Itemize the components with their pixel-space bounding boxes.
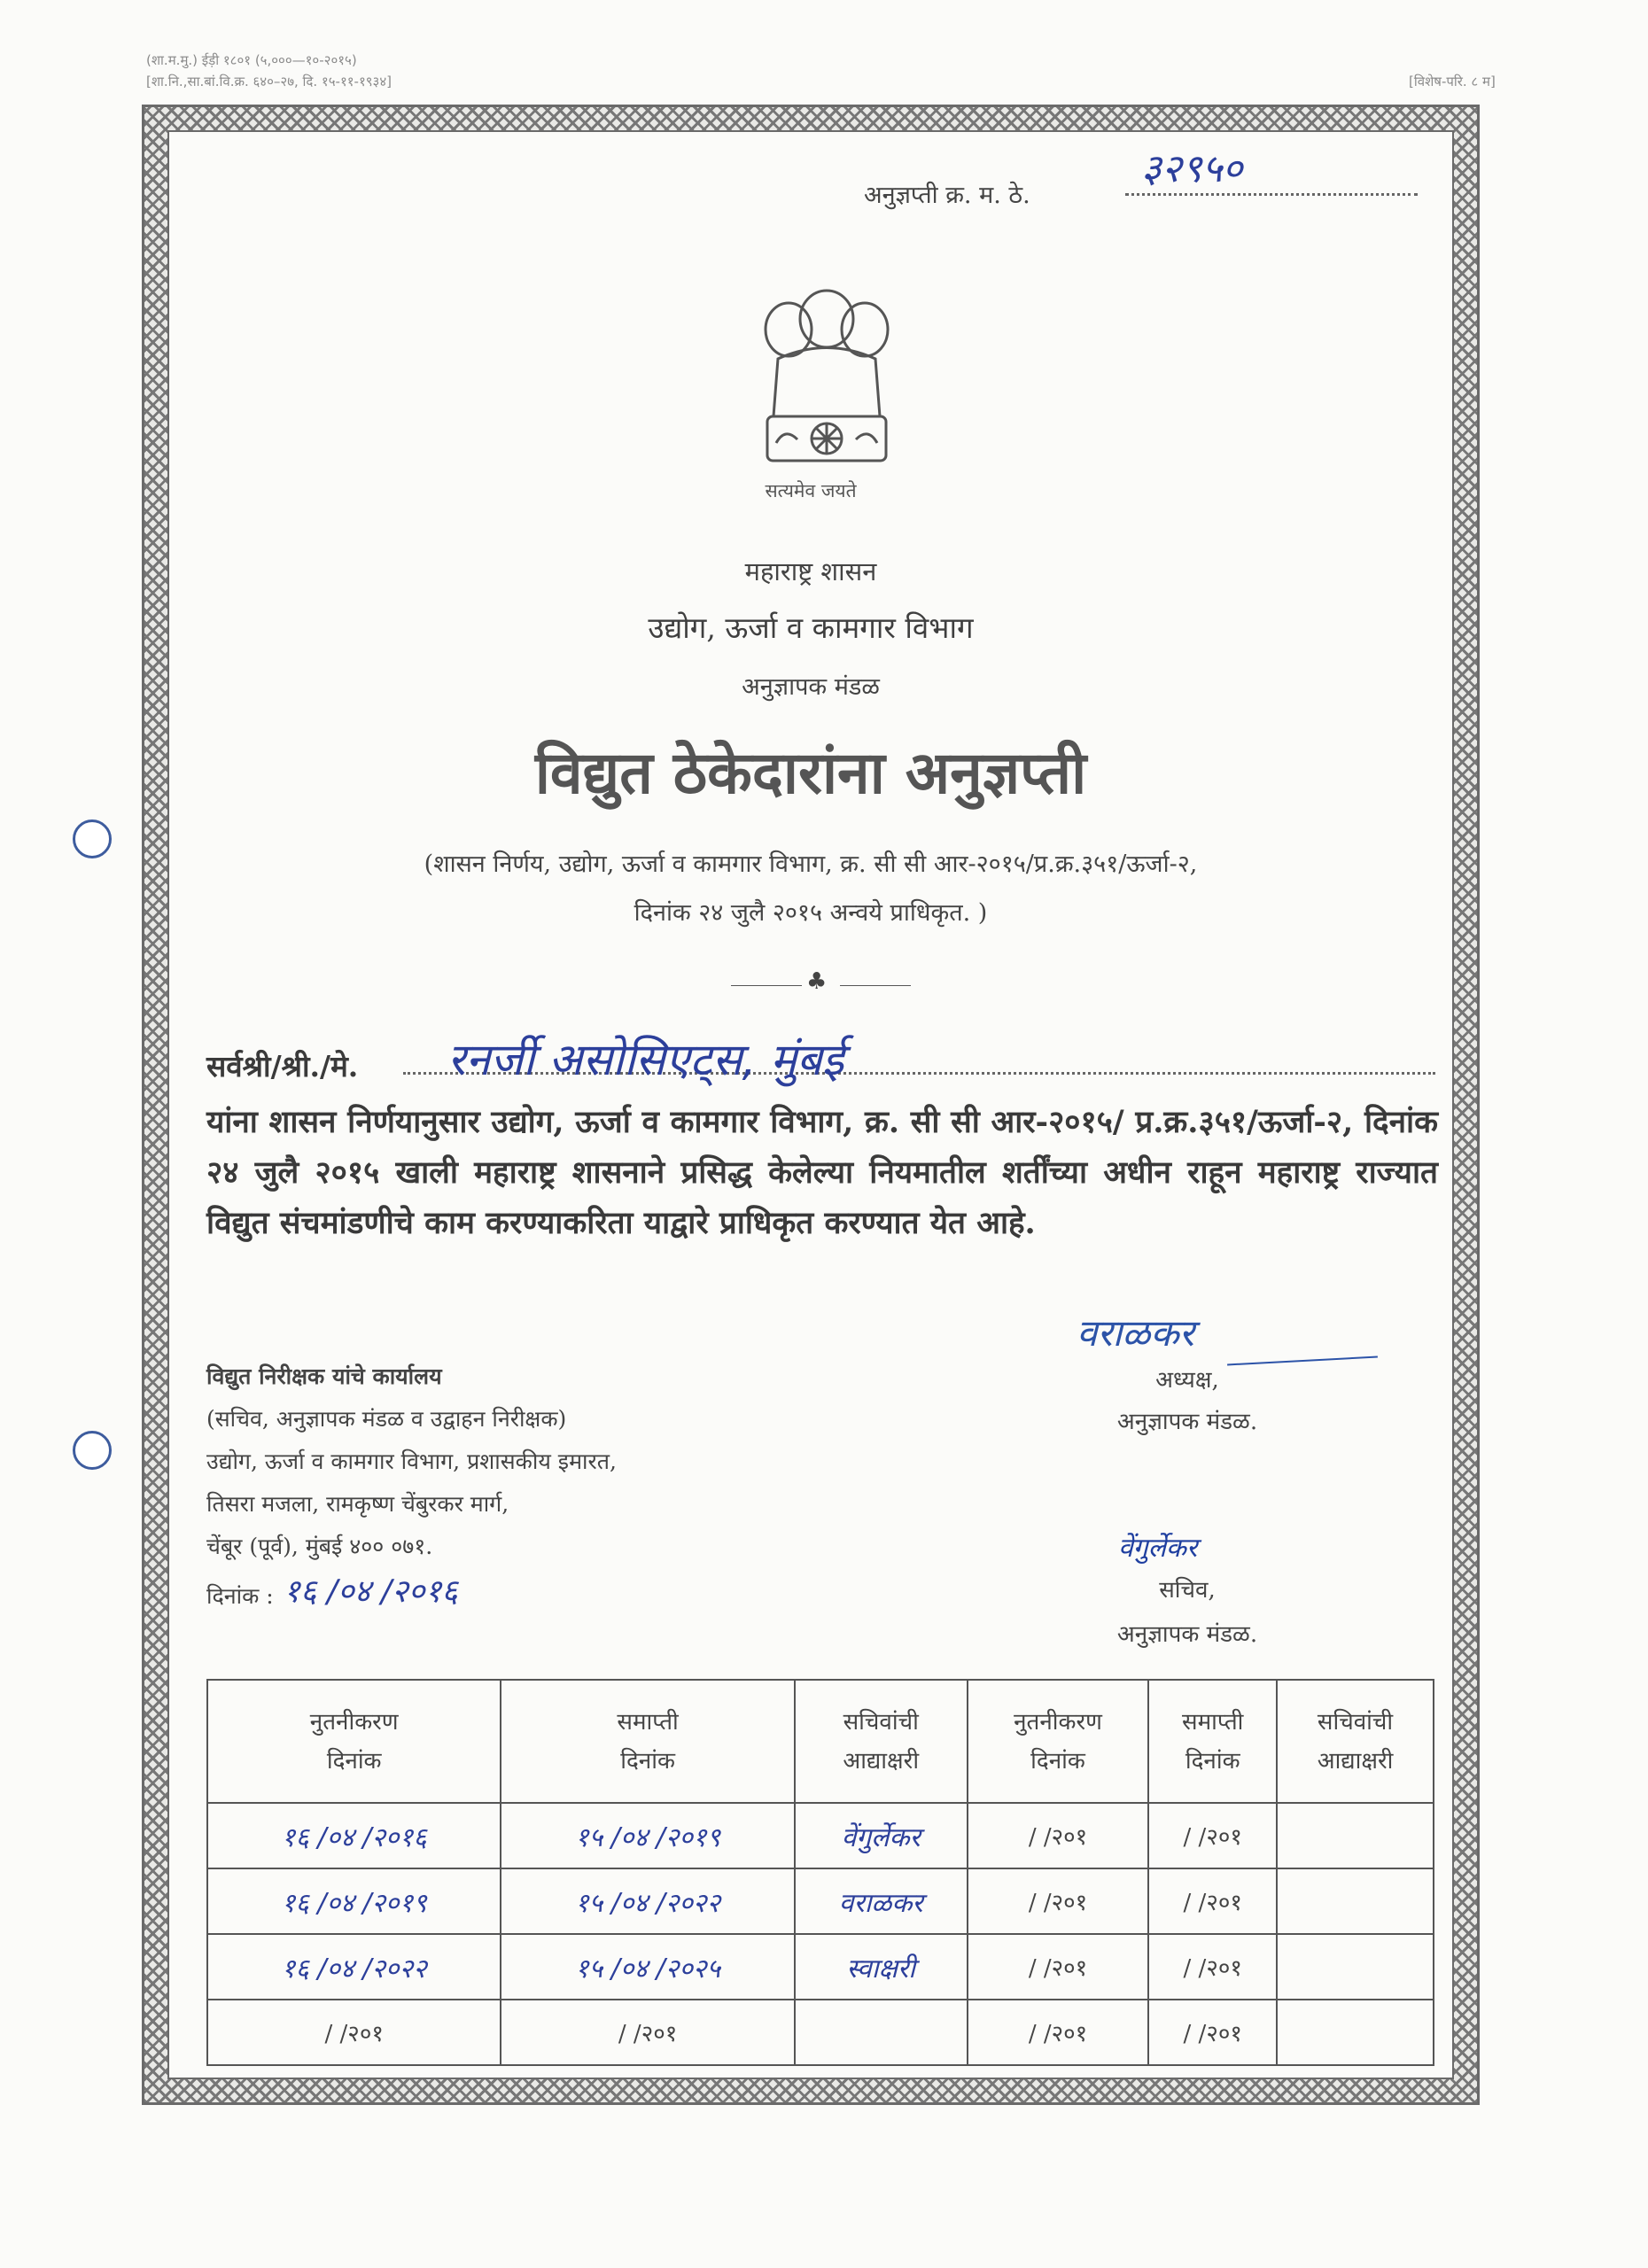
form-reference: [विशेष-परि. ८ म]: [1409, 74, 1496, 89]
issue-date-label: दिनांक :: [206, 1583, 274, 1609]
punch-hole-icon: [73, 819, 112, 858]
header-expiry-date-1: समाप्ती दिनांक: [501, 1680, 794, 1803]
expiry-date-cell: / /२०१: [1148, 1803, 1277, 1868]
office-name: विद्युत निरीक्षक यांचे कार्यालय: [206, 1363, 442, 1389]
print-reference-line-1: (शा.म.मु.) ईड़ी १८०१ (५,०००—१०-२०१५): [146, 52, 357, 68]
authorization-reference-line-1: (शासन निर्णय, उद्योग, ऊर्जा व कामगार विभाग, क्र. सी सी आर-२०१५/प्र.क्र.३५१/ऊर्जा-२,: [424, 850, 1198, 878]
table-row: [207, 2000, 1434, 2065]
renewal-date-cell: / /२०१: [968, 1868, 1149, 1934]
authorization-paragraph: यांना शासन निर्णयानुसार उद्योग, ऊर्जा व कामगार विभाग, क्र. सी सी आर-२०१५/ प्र.क्र.३५१/ऊर्जा-२, दिनांक २४ जुलै २०१५ खाली महाराष्ट्र शासनाने प्रसिद्ध केलेल्या नियमातील शर्तींच्या अधीन राहून महाराष्ट्र राज्यात विद्युत संचमांडणीचे काम करण्याकरिता याद्वारे प्राधिकृत करण्यात येत आहे.: [206, 1104, 1438, 1241]
office-line-5: चेंबूर (पूर्व), मुंबई ४०० ०७१.: [206, 1534, 433, 1559]
licence-number: ३२९५०: [1141, 146, 1243, 191]
secretary-initials-cell: [1277, 2000, 1434, 2065]
table-row: [207, 1868, 1434, 1934]
state-emblem-icon: [751, 275, 902, 483]
divider-left: [731, 985, 802, 986]
certificate-title: विद्युत ठेकेदारांना अनुज्ञप्ती: [534, 738, 1087, 807]
print-reference-line-2: [शा.नि.,सा.बां.वि.क्र. ६४०–२७, दि. १५-११-१९३४]: [146, 74, 393, 89]
table-row: [207, 1803, 1434, 1868]
emblem-motto: सत्यमेव जयते: [765, 480, 857, 501]
secretary-board: अनुज्ञापक मंडळ.: [1116, 1621, 1258, 1648]
secretary-initials-cell: [1277, 1803, 1434, 1868]
header-secretary-initials-2: सचिवांची आद्याक्षरी: [1277, 1680, 1434, 1803]
board-name: अनुज्ञापक मंडळ: [742, 673, 880, 701]
secretary-signature: वेंगुर्लेकर: [1118, 1533, 1198, 1564]
header-renewal-date-2: नुतनीकरण दिनांक: [968, 1680, 1149, 1803]
secretary-initials-cell: [1277, 1934, 1434, 2000]
expiry-date-cell: / /२०१: [1148, 1868, 1277, 1934]
secretary-title: सचिव,: [1159, 1577, 1216, 1604]
expiry-date-cell: १५ /०४ /२०२५: [501, 1934, 794, 2000]
secretary-initials-cell: वेंगुर्लेकर: [795, 1803, 968, 1868]
expiry-date-cell: / /२०१: [1148, 1934, 1277, 2000]
recipient-name: रनर्जी असोसिएट्स, मुंबई: [447, 1034, 844, 1085]
renewal-table-header: [207, 1680, 1434, 1803]
chairman-board: अनुज्ञापक मंडळ.: [1116, 1409, 1258, 1435]
authorization-reference-line-2: दिनांक २४ जुलै २०१५ अन्वये प्राधिकृत. ): [634, 899, 988, 927]
recipient-label: सर्वश्री/श्री./मे.: [206, 1049, 359, 1084]
renewal-date-cell: / /२०१: [207, 2000, 501, 2065]
secretary-initials-cell: वराळकर: [795, 1868, 968, 1934]
secretary-initials-cell: [795, 2000, 968, 2065]
secretary-initials-cell: [1277, 1868, 1434, 1934]
office-line-4: तिसरा मजला, रामकृष्ण चेंबुरकर मार्ग,: [206, 1491, 509, 1517]
renewal-date-cell: / /२०१: [968, 1934, 1149, 2000]
renewal-table: [206, 1679, 1434, 2066]
licence-number-label: अनुज्ञप्ती क्र. म. ठे.: [864, 182, 1030, 209]
expiry-date-cell: / /२०१: [1148, 2000, 1277, 2065]
issue-date: १६ /०४ /२०१६: [284, 1573, 458, 1610]
renewal-date-cell: १६ /०४ /२०१९: [207, 1868, 501, 1934]
header-secretary-initials-1: सचिवांची आद्याक्षरी: [795, 1680, 968, 1803]
office-line-3: उद्योग, ऊर्जा व कामगार विभाग, प्रशासकीय इमारत,: [206, 1449, 617, 1474]
expiry-date-cell: १५ /०४ /२०२२: [501, 1868, 794, 1934]
office-line-2: (सचिव, अनुज्ञापक मंडळ व उद्वाहन निरीक्षक): [206, 1406, 567, 1432]
header-renewal-date-1: नुतनीकरण दिनांक: [207, 1680, 501, 1803]
renewal-date-cell: / /२०१: [968, 2000, 1149, 2065]
divider-right: [840, 985, 911, 986]
chairman-title: अध्यक्ष,: [1155, 1367, 1219, 1394]
secretary-initials-cell: स्वाक्षरी: [795, 1934, 968, 2000]
divider-ornament: ♣: [806, 968, 828, 995]
expiry-date-cell: / /२०१: [501, 2000, 794, 2065]
department-name: उद्योग, ऊर्जा व कामगार विभाग: [648, 610, 974, 645]
renewal-date-cell: / /२०१: [968, 1803, 1149, 1868]
expiry-date-cell: १५ /०४ /२०१९: [501, 1803, 794, 1868]
header-expiry-date-2: समाप्ती दिनांक: [1148, 1680, 1277, 1803]
renewal-date-cell: १६ /०४ /२०२२: [207, 1934, 501, 2000]
chairman-signature: वराळकर: [1077, 1311, 1194, 1355]
government-name: महाराष्ट्र शासन: [744, 556, 877, 586]
renewal-date-cell: १६ /०४ /२०१६: [207, 1803, 501, 1868]
table-row: [207, 1934, 1434, 2000]
punch-hole-icon: [73, 1431, 112, 1470]
